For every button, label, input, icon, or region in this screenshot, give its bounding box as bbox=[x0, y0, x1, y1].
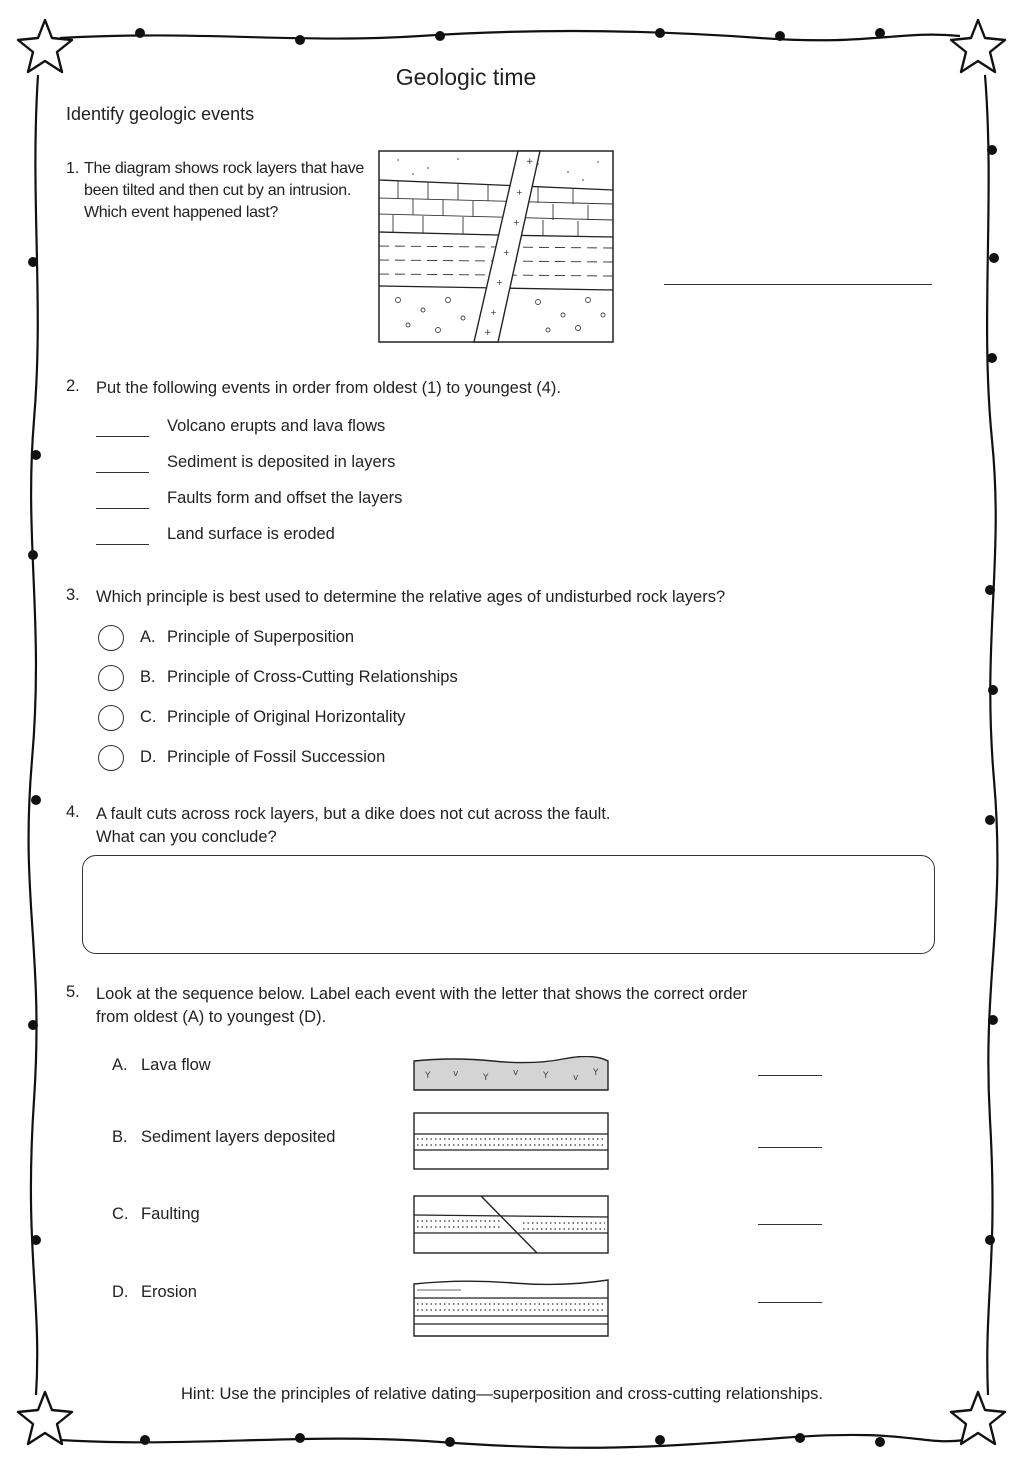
question-text bbox=[96, 803, 611, 849]
order-item: Faults form and offset the layers bbox=[167, 489, 403, 507]
radio-option-b[interactable] bbox=[98, 665, 124, 691]
section-heading: Identify geologic events bbox=[66, 104, 255, 124]
svg-text:v: v bbox=[453, 1069, 459, 1079]
question-line: A fault cuts across rock layers, but a dike does not cut across the fault. bbox=[96, 805, 611, 823]
svg-text:Y: Y bbox=[425, 1071, 431, 1081]
question-number: 1. bbox=[66, 160, 80, 177]
order-item: Volcano erupts and lava flows bbox=[167, 417, 386, 435]
question-text: The diagram shows rock layers that have been tilted and then cut by an intrusion. Which event happened last? bbox=[84, 160, 364, 221]
question-text bbox=[96, 983, 747, 1029]
order-blank[interactable] bbox=[96, 544, 149, 545]
question-line: Look at the sequence below. Label each event with the letter that shows the correct order bbox=[96, 985, 748, 1003]
sequence-label: Erosion bbox=[141, 1283, 197, 1301]
sequence-answer-blank[interactable] bbox=[758, 1224, 822, 1225]
question-number: 4. bbox=[66, 803, 80, 821]
order-item: Land surface is eroded bbox=[167, 525, 335, 543]
faulting-diagram bbox=[413, 1195, 609, 1255]
sequence-letter: D. bbox=[112, 1283, 129, 1301]
sequence-label: Faulting bbox=[141, 1205, 200, 1223]
order-blank[interactable] bbox=[96, 436, 149, 437]
sequence-letter: B. bbox=[112, 1128, 128, 1146]
option-letter: B. bbox=[140, 668, 156, 686]
question-number: 2. bbox=[66, 377, 80, 395]
svg-text:+: + bbox=[513, 218, 520, 227]
answer-box[interactable] bbox=[82, 855, 935, 954]
svg-text:+: + bbox=[516, 188, 523, 197]
svg-text:+: + bbox=[503, 248, 510, 257]
svg-text:+: + bbox=[496, 278, 503, 287]
svg-text:Y: Y bbox=[543, 1071, 549, 1081]
radio-option-a[interactable] bbox=[98, 625, 124, 651]
lava-flow-diagram bbox=[413, 1056, 609, 1092]
option-letter: A. bbox=[140, 628, 156, 646]
sequence-letter: C. bbox=[112, 1205, 129, 1223]
sequence-label: Sediment layers deposited bbox=[141, 1128, 336, 1146]
svg-text:v: v bbox=[573, 1073, 579, 1083]
svg-text:v: v bbox=[513, 1068, 519, 1078]
question-1 bbox=[66, 158, 376, 224]
radio-option-c[interactable] bbox=[98, 705, 124, 731]
question-text: Put the following events in order from oldest (1) to youngest (4). bbox=[96, 379, 561, 397]
svg-text:Y: Y bbox=[483, 1073, 489, 1083]
sediment-layers-diagram bbox=[413, 1112, 609, 1170]
option-letter: C. bbox=[140, 708, 157, 726]
question-text: Which principle is best used to determine the relative ages of undisturbed rock layers? bbox=[96, 588, 726, 606]
svg-text:+: + bbox=[484, 328, 492, 338]
erosion-diagram bbox=[413, 1276, 609, 1337]
star-icon-top-right bbox=[951, 20, 1005, 72]
page-title: Geologic time bbox=[395, 64, 537, 90]
sequence-letter: A. bbox=[112, 1056, 128, 1074]
order-blank[interactable] bbox=[96, 472, 149, 473]
option-text: Principle of Original Horizontality bbox=[167, 708, 406, 726]
option-letter: D. bbox=[140, 748, 157, 766]
sequence-answer-blank[interactable] bbox=[758, 1075, 822, 1076]
order-item: Sediment is deposited in layers bbox=[167, 453, 396, 471]
question-number: 5. bbox=[66, 983, 80, 1001]
sequence-answer-blank[interactable] bbox=[758, 1302, 822, 1303]
rock-layers-diagram bbox=[378, 150, 614, 343]
question-line: from oldest (A) to youngest (D). bbox=[96, 1008, 327, 1026]
order-blank[interactable] bbox=[96, 508, 149, 509]
svg-text:+: + bbox=[490, 308, 497, 317]
sequence-answer-blank[interactable] bbox=[758, 1147, 822, 1148]
svg-text:+: + bbox=[526, 157, 534, 167]
radio-option-d[interactable] bbox=[98, 745, 124, 771]
option-text: Principle of Cross-Cutting Relationships bbox=[167, 668, 458, 686]
svg-text:Y: Y bbox=[593, 1068, 599, 1078]
question-number: 3. bbox=[66, 586, 80, 604]
sequence-label: Lava flow bbox=[141, 1056, 211, 1074]
option-text: Principle of Fossil Succession bbox=[167, 748, 386, 766]
answer-line[interactable] bbox=[664, 284, 932, 285]
hint-text: Hint: Use the principles of relative dating—superposition and cross-cutting relationships. bbox=[181, 1385, 823, 1403]
question-line: What can you conclude? bbox=[96, 828, 277, 846]
option-text: Principle of Superposition bbox=[167, 628, 355, 646]
